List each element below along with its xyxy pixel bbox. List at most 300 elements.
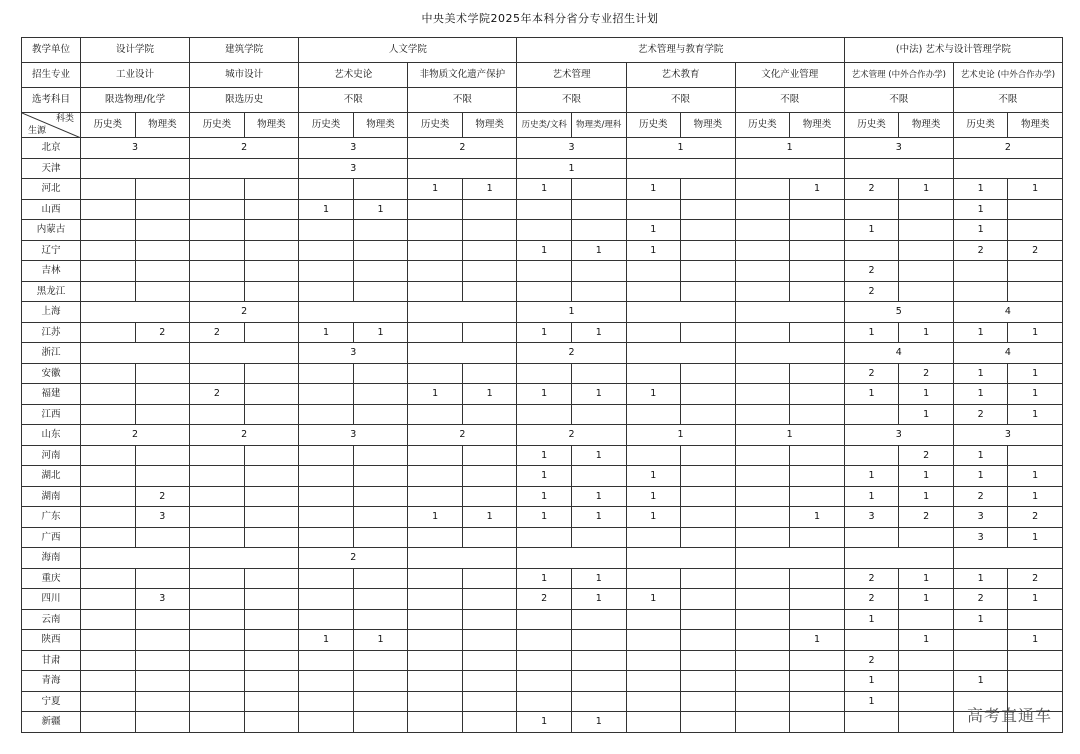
quota-cell xyxy=(353,486,408,507)
quota-cell xyxy=(681,281,736,302)
quota-cell xyxy=(571,199,626,220)
quota-cell xyxy=(135,199,190,220)
quota-cell xyxy=(681,261,736,282)
quota-cell: 2 xyxy=(190,302,299,323)
quota-cell: 1 xyxy=(790,630,845,651)
quota-cell xyxy=(408,281,463,302)
quota-cell: 1 xyxy=(953,220,1008,241)
quota-cell xyxy=(517,650,572,671)
category-header: 物理类 xyxy=(681,113,736,138)
quota-cell: 2 xyxy=(844,281,899,302)
quota-cell: 1 xyxy=(735,425,844,446)
quota-cell: 1 xyxy=(1008,363,1063,384)
quota-cell xyxy=(462,609,517,630)
quota-cell xyxy=(1008,671,1063,692)
quota-cell xyxy=(517,199,572,220)
table-row xyxy=(22,363,1063,384)
quota-cell xyxy=(899,199,954,220)
quota-cell xyxy=(517,363,572,384)
diagonal-corner-cell xyxy=(22,113,81,138)
quota-cell xyxy=(571,609,626,630)
quota-cell: 1 xyxy=(844,671,899,692)
quota-cell: 1 xyxy=(953,466,1008,487)
quota-cell xyxy=(735,630,790,651)
quota-cell xyxy=(571,261,626,282)
quota-cell: 3 xyxy=(81,138,190,159)
quota-cell xyxy=(81,404,136,425)
quota-cell: 1 xyxy=(899,589,954,610)
quota-cell: 5 xyxy=(844,302,953,323)
quota-cell xyxy=(790,445,845,466)
quota-cell xyxy=(135,281,190,302)
quota-cell: 1 xyxy=(844,486,899,507)
quota-cell xyxy=(408,445,463,466)
quota-cell xyxy=(81,199,136,220)
province-cell: 云南 xyxy=(22,609,81,630)
table-row xyxy=(22,650,1063,671)
table-row xyxy=(22,404,1063,425)
province-cell: 海南 xyxy=(22,548,81,569)
quota-cell xyxy=(844,158,953,179)
quota-cell xyxy=(571,466,626,487)
quota-cell: 3 xyxy=(299,158,408,179)
quota-cell xyxy=(626,404,681,425)
quota-cell xyxy=(681,240,736,261)
quota-cell: 1 xyxy=(844,691,899,712)
quota-cell xyxy=(353,568,408,589)
quota-cell xyxy=(681,609,736,630)
province-cell: 河南 xyxy=(22,445,81,466)
subject-requirement: 不限 xyxy=(844,88,953,113)
quota-cell: 2 xyxy=(899,445,954,466)
quota-cell xyxy=(626,363,681,384)
quota-cell: 1 xyxy=(299,199,354,220)
quota-cell xyxy=(790,527,845,548)
category-header: 历史类 xyxy=(953,113,1008,138)
quota-cell xyxy=(244,220,299,241)
quota-cell xyxy=(462,589,517,610)
quota-cell xyxy=(135,384,190,405)
quota-cell xyxy=(462,527,517,548)
quota-cell xyxy=(626,609,681,630)
quota-cell xyxy=(299,384,354,405)
quota-cell: 3 xyxy=(135,507,190,528)
quota-cell xyxy=(735,671,790,692)
quota-cell xyxy=(299,691,354,712)
quota-cell: 1 xyxy=(517,486,572,507)
quota-cell: 2 xyxy=(190,384,245,405)
quota-cell xyxy=(299,302,408,323)
province-cell: 吉林 xyxy=(22,261,81,282)
quota-cell: 2 xyxy=(81,425,190,446)
quota-cell xyxy=(735,261,790,282)
quota-cell xyxy=(517,220,572,241)
quota-cell xyxy=(462,199,517,220)
quota-cell: 1 xyxy=(1008,404,1063,425)
unit-header: 艺术管理与教育学院 xyxy=(517,38,844,63)
quota-cell: 1 xyxy=(953,671,1008,692)
quota-cell xyxy=(626,158,735,179)
quota-cell xyxy=(1008,261,1063,282)
quota-cell xyxy=(244,363,299,384)
quota-cell xyxy=(244,671,299,692)
quota-cell xyxy=(135,261,190,282)
quota-cell: 1 xyxy=(899,322,954,343)
quota-cell xyxy=(299,220,354,241)
province-cell: 重庆 xyxy=(22,568,81,589)
quota-cell xyxy=(299,507,354,528)
quota-cell xyxy=(408,343,517,364)
quota-cell xyxy=(681,384,736,405)
quota-cell xyxy=(790,363,845,384)
quota-cell xyxy=(244,630,299,651)
category-header: 物理类 xyxy=(1008,113,1063,138)
quota-cell: 1 xyxy=(462,507,517,528)
quota-cell xyxy=(626,261,681,282)
quota-cell xyxy=(1008,281,1063,302)
quota-cell: 1 xyxy=(626,466,681,487)
quota-cell xyxy=(790,281,845,302)
quota-cell xyxy=(626,671,681,692)
table-row xyxy=(22,548,1063,569)
quota-cell xyxy=(353,404,408,425)
quota-cell xyxy=(735,179,790,200)
quota-cell xyxy=(408,220,463,241)
quota-cell xyxy=(735,486,790,507)
quota-cell: 2 xyxy=(844,589,899,610)
quota-cell xyxy=(735,199,790,220)
quota-cell xyxy=(353,261,408,282)
province-cell: 江西 xyxy=(22,404,81,425)
quota-cell xyxy=(408,630,463,651)
quota-cell xyxy=(844,630,899,651)
table-row xyxy=(22,630,1063,651)
quota-cell xyxy=(790,486,845,507)
quota-cell xyxy=(81,302,190,323)
quota-cell: 4 xyxy=(953,343,1062,364)
quota-cell: 2 xyxy=(135,486,190,507)
table-row xyxy=(22,199,1063,220)
quota-cell xyxy=(190,589,245,610)
quota-cell xyxy=(790,240,845,261)
corner-label-category: 科类 xyxy=(55,114,74,124)
quota-cell xyxy=(1008,445,1063,466)
quota-cell xyxy=(353,712,408,733)
province-cell: 北京 xyxy=(22,138,81,159)
quota-cell xyxy=(299,179,354,200)
table-row xyxy=(22,568,1063,589)
category-header: 物理类 xyxy=(244,113,299,138)
quota-cell xyxy=(81,322,136,343)
quota-cell: 1 xyxy=(299,630,354,651)
quota-cell xyxy=(899,527,954,548)
quota-cell: 1 xyxy=(462,384,517,405)
quota-cell xyxy=(571,179,626,200)
quota-cell: 1 xyxy=(899,466,954,487)
quota-cell xyxy=(81,650,136,671)
quota-cell xyxy=(790,589,845,610)
table-row xyxy=(22,158,1063,179)
quota-cell xyxy=(244,712,299,733)
quota-cell xyxy=(790,712,845,733)
quota-cell xyxy=(408,589,463,610)
quota-cell xyxy=(353,384,408,405)
quota-cell xyxy=(844,712,899,733)
quota-cell: 4 xyxy=(844,343,953,364)
quota-cell xyxy=(135,363,190,384)
quota-cell xyxy=(1008,609,1063,630)
province-cell: 江苏 xyxy=(22,322,81,343)
quota-cell xyxy=(190,527,245,548)
quota-cell: 1 xyxy=(953,609,1008,630)
quota-cell: 1 xyxy=(626,240,681,261)
province-cell: 广东 xyxy=(22,507,81,528)
quota-cell xyxy=(299,240,354,261)
quota-cell xyxy=(681,671,736,692)
quota-cell xyxy=(81,712,136,733)
quota-cell xyxy=(1008,220,1063,241)
quota-cell: 1 xyxy=(517,507,572,528)
quota-cell xyxy=(299,261,354,282)
quota-cell xyxy=(135,609,190,630)
quota-cell xyxy=(81,158,190,179)
quota-cell xyxy=(735,609,790,630)
quota-cell xyxy=(1008,650,1063,671)
quota-cell: 1 xyxy=(517,568,572,589)
quota-cell xyxy=(681,404,736,425)
quota-cell xyxy=(408,199,463,220)
quota-cell: 1 xyxy=(1008,384,1063,405)
table-row xyxy=(22,322,1063,343)
quota-cell xyxy=(844,527,899,548)
quota-cell: 1 xyxy=(899,179,954,200)
quota-cell xyxy=(735,302,844,323)
quota-cell xyxy=(462,630,517,651)
quota-cell: 1 xyxy=(953,179,1008,200)
quota-cell: 2 xyxy=(517,589,572,610)
table-row xyxy=(22,38,1063,63)
quota-cell xyxy=(408,404,463,425)
table-row xyxy=(22,527,1063,548)
category-header: 历史类 xyxy=(408,113,463,138)
quota-cell xyxy=(299,568,354,589)
category-header: 物理类/理科 xyxy=(571,113,626,138)
quota-cell xyxy=(135,691,190,712)
quota-cell: 3 xyxy=(953,425,1062,446)
quota-cell xyxy=(190,466,245,487)
table-row xyxy=(22,220,1063,241)
quota-cell: 4 xyxy=(953,302,1062,323)
quota-cell xyxy=(953,630,1008,651)
table-row xyxy=(22,302,1063,323)
quota-cell: 3 xyxy=(953,527,1008,548)
table-row xyxy=(22,486,1063,507)
province-cell: 湖北 xyxy=(22,466,81,487)
quota-cell xyxy=(681,568,736,589)
quota-cell: 1 xyxy=(571,240,626,261)
quota-cell: 1 xyxy=(899,630,954,651)
quota-cell xyxy=(244,691,299,712)
quota-cell xyxy=(190,158,299,179)
quota-cell xyxy=(244,199,299,220)
quota-cell xyxy=(735,158,844,179)
table-row xyxy=(22,343,1063,364)
subject-requirement: 不限 xyxy=(517,88,626,113)
quota-cell: 1 xyxy=(899,384,954,405)
quota-cell xyxy=(190,507,245,528)
quota-cell: 1 xyxy=(408,384,463,405)
quota-cell xyxy=(735,220,790,241)
quota-cell xyxy=(735,322,790,343)
quota-cell: 1 xyxy=(517,712,572,733)
quota-cell: 1 xyxy=(953,322,1008,343)
quota-cell xyxy=(571,363,626,384)
quota-cell xyxy=(462,486,517,507)
quota-cell xyxy=(81,261,136,282)
quota-cell xyxy=(353,507,408,528)
quota-cell xyxy=(135,220,190,241)
quota-cell xyxy=(953,548,1062,569)
quota-cell xyxy=(81,507,136,528)
quota-cell xyxy=(135,671,190,692)
quota-cell xyxy=(353,671,408,692)
quota-cell: 2 xyxy=(299,548,408,569)
quota-cell xyxy=(790,404,845,425)
quota-cell xyxy=(790,609,845,630)
quota-cell xyxy=(735,445,790,466)
quota-cell xyxy=(408,548,517,569)
quota-cell xyxy=(299,363,354,384)
quota-cell xyxy=(517,630,572,651)
quota-cell xyxy=(244,445,299,466)
page-title: 中央美术学院2025年本科分省分专业招生计划 xyxy=(421,12,659,25)
quota-cell xyxy=(81,548,190,569)
quota-cell: 1 xyxy=(517,240,572,261)
quota-cell xyxy=(899,691,954,712)
quota-cell: 1 xyxy=(899,486,954,507)
quota-cell xyxy=(244,609,299,630)
corner-label-origin: 生源 xyxy=(28,126,47,136)
quota-cell: 1 xyxy=(1008,466,1063,487)
quota-cell xyxy=(735,343,844,364)
quota-cell xyxy=(517,404,572,425)
quota-cell xyxy=(462,712,517,733)
quota-cell xyxy=(462,322,517,343)
quota-cell: 2 xyxy=(844,650,899,671)
quota-cell xyxy=(299,486,354,507)
quota-cell xyxy=(299,671,354,692)
quota-cell xyxy=(353,589,408,610)
province-cell: 内蒙古 xyxy=(22,220,81,241)
quota-cell: 2 xyxy=(844,568,899,589)
quota-cell: 1 xyxy=(790,179,845,200)
quota-cell xyxy=(244,650,299,671)
quota-cell: 1 xyxy=(571,507,626,528)
quota-cell xyxy=(735,691,790,712)
province-cell: 甘肃 xyxy=(22,650,81,671)
category-header: 物理类 xyxy=(790,113,845,138)
quota-cell: 1 xyxy=(1008,630,1063,651)
quota-cell: 1 xyxy=(844,322,899,343)
quota-cell: 2 xyxy=(190,322,245,343)
quota-cell: 1 xyxy=(626,507,681,528)
quota-cell xyxy=(190,650,245,671)
quota-cell: 2 xyxy=(844,179,899,200)
quota-cell xyxy=(353,609,408,630)
quota-cell xyxy=(299,609,354,630)
quota-cell xyxy=(81,609,136,630)
quota-cell xyxy=(244,527,299,548)
quota-cell xyxy=(81,671,136,692)
quota-cell xyxy=(244,240,299,261)
quota-cell: 1 xyxy=(1008,527,1063,548)
quota-cell xyxy=(244,404,299,425)
quota-cell xyxy=(735,589,790,610)
province-cell: 辽宁 xyxy=(22,240,81,261)
table-row xyxy=(22,240,1063,261)
quota-cell: 3 xyxy=(953,507,1008,528)
category-header: 历史类 xyxy=(299,113,354,138)
quota-cell xyxy=(790,261,845,282)
quota-cell xyxy=(462,650,517,671)
quota-cell xyxy=(408,671,463,692)
quota-cell xyxy=(790,199,845,220)
quota-cell xyxy=(626,650,681,671)
quota-cell xyxy=(190,363,245,384)
quota-cell xyxy=(190,691,245,712)
quota-cell: 3 xyxy=(844,425,953,446)
quota-cell xyxy=(81,220,136,241)
quota-cell xyxy=(517,609,572,630)
quota-cell xyxy=(353,179,408,200)
quota-cell xyxy=(462,261,517,282)
province-cell: 浙江 xyxy=(22,343,81,364)
quota-cell xyxy=(190,240,245,261)
category-header: 历史类 xyxy=(844,113,899,138)
quota-cell xyxy=(899,671,954,692)
major-header: 非物质文化遗产保护 xyxy=(408,63,517,88)
quota-cell xyxy=(408,240,463,261)
quota-cell: 1 xyxy=(626,220,681,241)
quota-cell: 2 xyxy=(135,322,190,343)
quota-cell xyxy=(244,466,299,487)
quota-cell xyxy=(517,691,572,712)
quota-cell xyxy=(244,179,299,200)
quota-cell: 1 xyxy=(517,445,572,466)
quota-cell xyxy=(790,466,845,487)
quota-cell: 3 xyxy=(299,343,408,364)
quota-cell xyxy=(735,404,790,425)
quota-cell xyxy=(244,589,299,610)
quota-cell xyxy=(353,363,408,384)
quota-cell xyxy=(735,548,844,569)
quota-cell xyxy=(299,445,354,466)
quota-cell: 2 xyxy=(953,138,1062,159)
quota-cell: 1 xyxy=(626,425,735,446)
major-header: 艺术教育 xyxy=(626,63,735,88)
quota-cell xyxy=(81,589,136,610)
table-row xyxy=(22,445,1063,466)
quota-cell xyxy=(571,671,626,692)
quota-cell xyxy=(735,384,790,405)
quota-cell xyxy=(735,507,790,528)
quota-cell xyxy=(244,486,299,507)
quota-cell: 2 xyxy=(844,363,899,384)
quota-cell xyxy=(735,568,790,589)
quota-cell xyxy=(353,220,408,241)
quota-cell xyxy=(735,281,790,302)
quota-cell xyxy=(353,240,408,261)
